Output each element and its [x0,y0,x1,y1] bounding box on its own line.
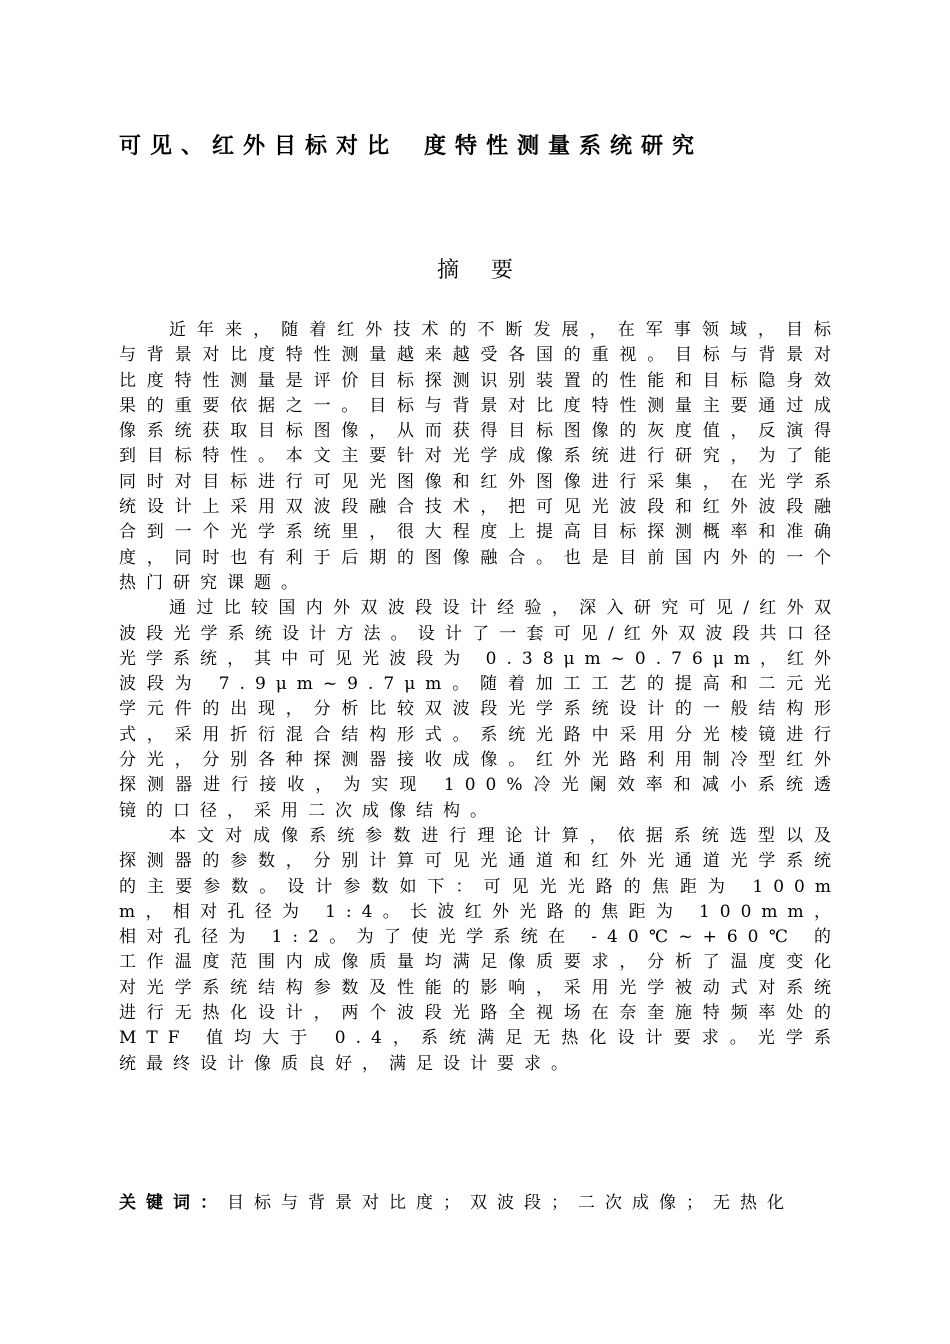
thesis-title-part-1: 可见、红外目标对比 [119,134,399,159]
abstract-paragraph-2: 通过比较国内外双波段设计经验，深入研究可见/红外双波段光学系统设计方法。设计了一套可见/红外双波段共口径光学系统，其中可见光波段为 0.38μm~0.76μm，红外波段为 7.9μm~9.7μm。随着加工工艺的提高和二元光学元件的出现，分析比较双波段光学系统设计的一般结构形式，采用折衍混合结构形式。系统光路中采用分光棱镜进行分光，分别各种探测器接收成像。红外光路利用制冷型红外探测器进行接收，为实现 100%冷光阑效率和减小系统透镜的口径，采用二次成像结构。 [119,598,841,821]
keywords-text: 目标与背景对比度；双波段；二次成像；无热化 [227,1193,794,1213]
abstract-body [119,318,841,1077]
keywords-label: 关键词： [119,1193,227,1213]
abstract-paragraph-1: 近年来，随着红外技术的不断发展，在军事领域，目标与背景对比度特性测量越来越受各国的重视。目标与背景对比度特性测量是评价目标探测识别装置的性能和目标隐身效果的重要依据之一。目标与背景对比度特性测量主要通过成像系统获取目标图像，从而获得目标图像的灰度值，反演得到目标特性。本文主要针对光学成像系统进行研究，为了能同时对目标进行可见光图像和红外图像进行采集，在光学系统设计上采用双波段融合技术，把可见光波段和红外波段融合到一个光学系统里，很大程度上提高目标探测概率和准确度，同时也有利于后期的图像融合。也是目前国内外的一个热门研究课题。 [119,320,841,593]
thesis-title [119,130,839,164]
thesis-title-part-2: 度特性测量系统研究 [424,134,704,159]
abstract-heading: 摘要 [436,258,545,283]
abstract-paragraph-3: 本文对成像系统参数进行理论计算，依据系统选型以及探测器的参数，分别计算可见光通道和红外光通道光学系统的主要参数。设计参数如下：可见光光路的焦距为 100mm，相对孔径为 1:4。长波红外光路的焦距为 100mm，相对孔径为 1:2。为了使光学系统在 -40℃~+60℃ 的工作温度范围内成像质量均满足像质要求，分析了温度变化对光学系统结构参数及性能的影响，采用光学被动式对系统进行无热化设计，两个波段光路全视场在奈奎施特频率处的 MTF 值均大于 0.4，系统满足无热化设计要求。光学系统最终设计像质良好，满足设计要求。 [119,825,841,1074]
keywords-line [119,1191,841,1216]
